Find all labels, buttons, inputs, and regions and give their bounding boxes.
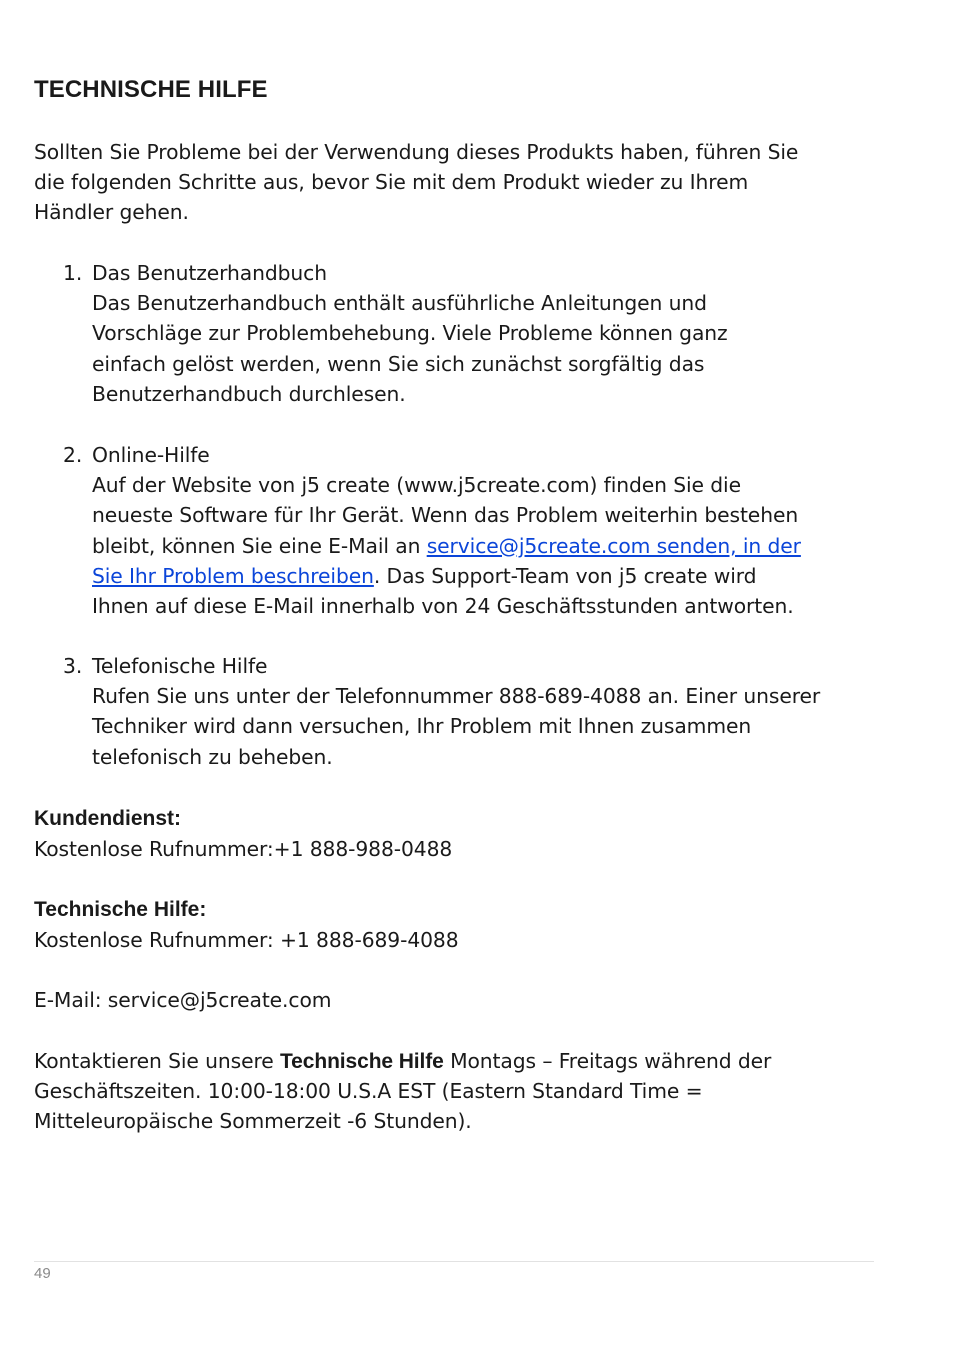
contact-hours-line	[34, 1046, 771, 1077]
customer-service-heading: Kundendienst:	[34, 807, 181, 830]
footer-divider	[34, 1261, 874, 1262]
customer-service-phone: Kostenlose Rufnummer:+1 888-988-0488	[34, 837, 453, 861]
list-item-line: Techniker wird dann versuchen, Ihr Problem mit Ihnen zusammen	[92, 714, 752, 739]
contact-hours-line: Geschäftszeiten. 10:00-18:00 U.S.A EST (Eastern Standard Time =	[34, 1079, 703, 1103]
page-number: 49	[34, 1265, 51, 1282]
tech-support-phone: Kostenlose Rufnummer: +1 888-689-4088	[34, 928, 459, 952]
list-item-online-help	[92, 440, 882, 621]
list-item-line: Vorschläge zur Problembehebung. Viele Probleme können ganz	[92, 321, 728, 346]
list-item-line: Das Benutzerhandbuch enthält ausführliche Anleitungen und	[92, 291, 707, 316]
tech-support-email: E-Mail: service@j5create.com	[34, 988, 332, 1012]
list-number: 1.	[63, 261, 83, 285]
list-item-phone-help	[92, 651, 882, 772]
intro-line: Sollten Sie Probleme bei der Verwendung dieses Produkts haben, führen Sie	[34, 140, 799, 164]
line-prefix: bleibt, können Sie eine E-Mail an	[92, 533, 427, 558]
intro-paragraph	[34, 137, 874, 228]
list-number: 3.	[63, 654, 83, 678]
list-item-line: einfach gelöst werden, wenn Sie sich zunächst sorgfältig das	[92, 351, 705, 376]
list-item-user-manual	[92, 258, 882, 409]
contact-bold: Technische Hilfe	[280, 1050, 444, 1073]
tech-support-heading: Technische Hilfe:	[34, 898, 207, 921]
intro-line: die folgenden Schritte aus, bevor Sie mit dem Produkt wieder zu Ihrem	[34, 170, 749, 195]
page-title: TECHNISCHE HILFE	[34, 76, 268, 103]
line-suffix: . Das Support-Team von j5 create wird	[373, 563, 757, 588]
list-item-line: telefonisch zu beheben.	[92, 744, 333, 769]
list-item-line: Ihnen auf diese E-Mail innerhalb von 24 Geschäftsstunden antworten.	[92, 594, 794, 619]
list-item-heading: Telefonische Hilfe	[92, 654, 268, 678]
list-item-line: Auf der Website von j5 create (www.j5create.com) finden Sie die	[92, 473, 741, 498]
contact-hours-line: Mitteleuropäische Sommerzeit -6 Stunden).	[34, 1109, 472, 1133]
list-item-line	[92, 531, 882, 561]
list-item-line	[92, 561, 882, 591]
email-link-continuation[interactable]: Sie Ihr Problem beschreiben	[92, 563, 374, 588]
list-item-line: Benutzerhandbuch durchlesen.	[92, 381, 406, 406]
list-item-line: neueste Software für Ihr Gerät. Wenn das Problem weiterhin bestehen	[92, 503, 799, 528]
list-item-heading: Online-Hilfe	[92, 443, 210, 467]
list-item-line: Rufen Sie uns unter der Telefonnummer 888-689-4088 an. Einer unserer	[92, 684, 821, 709]
list-item-heading: Das Benutzerhandbuch	[92, 261, 327, 285]
contact-prefix: Kontaktieren Sie unsere	[34, 1049, 281, 1073]
email-link[interactable]: service@j5create.com senden, in der	[426, 533, 801, 558]
intro-line: Händler gehen.	[34, 200, 189, 225]
contact-suffix: Montags – Freitags während der	[443, 1049, 772, 1073]
list-number: 2.	[63, 443, 83, 467]
